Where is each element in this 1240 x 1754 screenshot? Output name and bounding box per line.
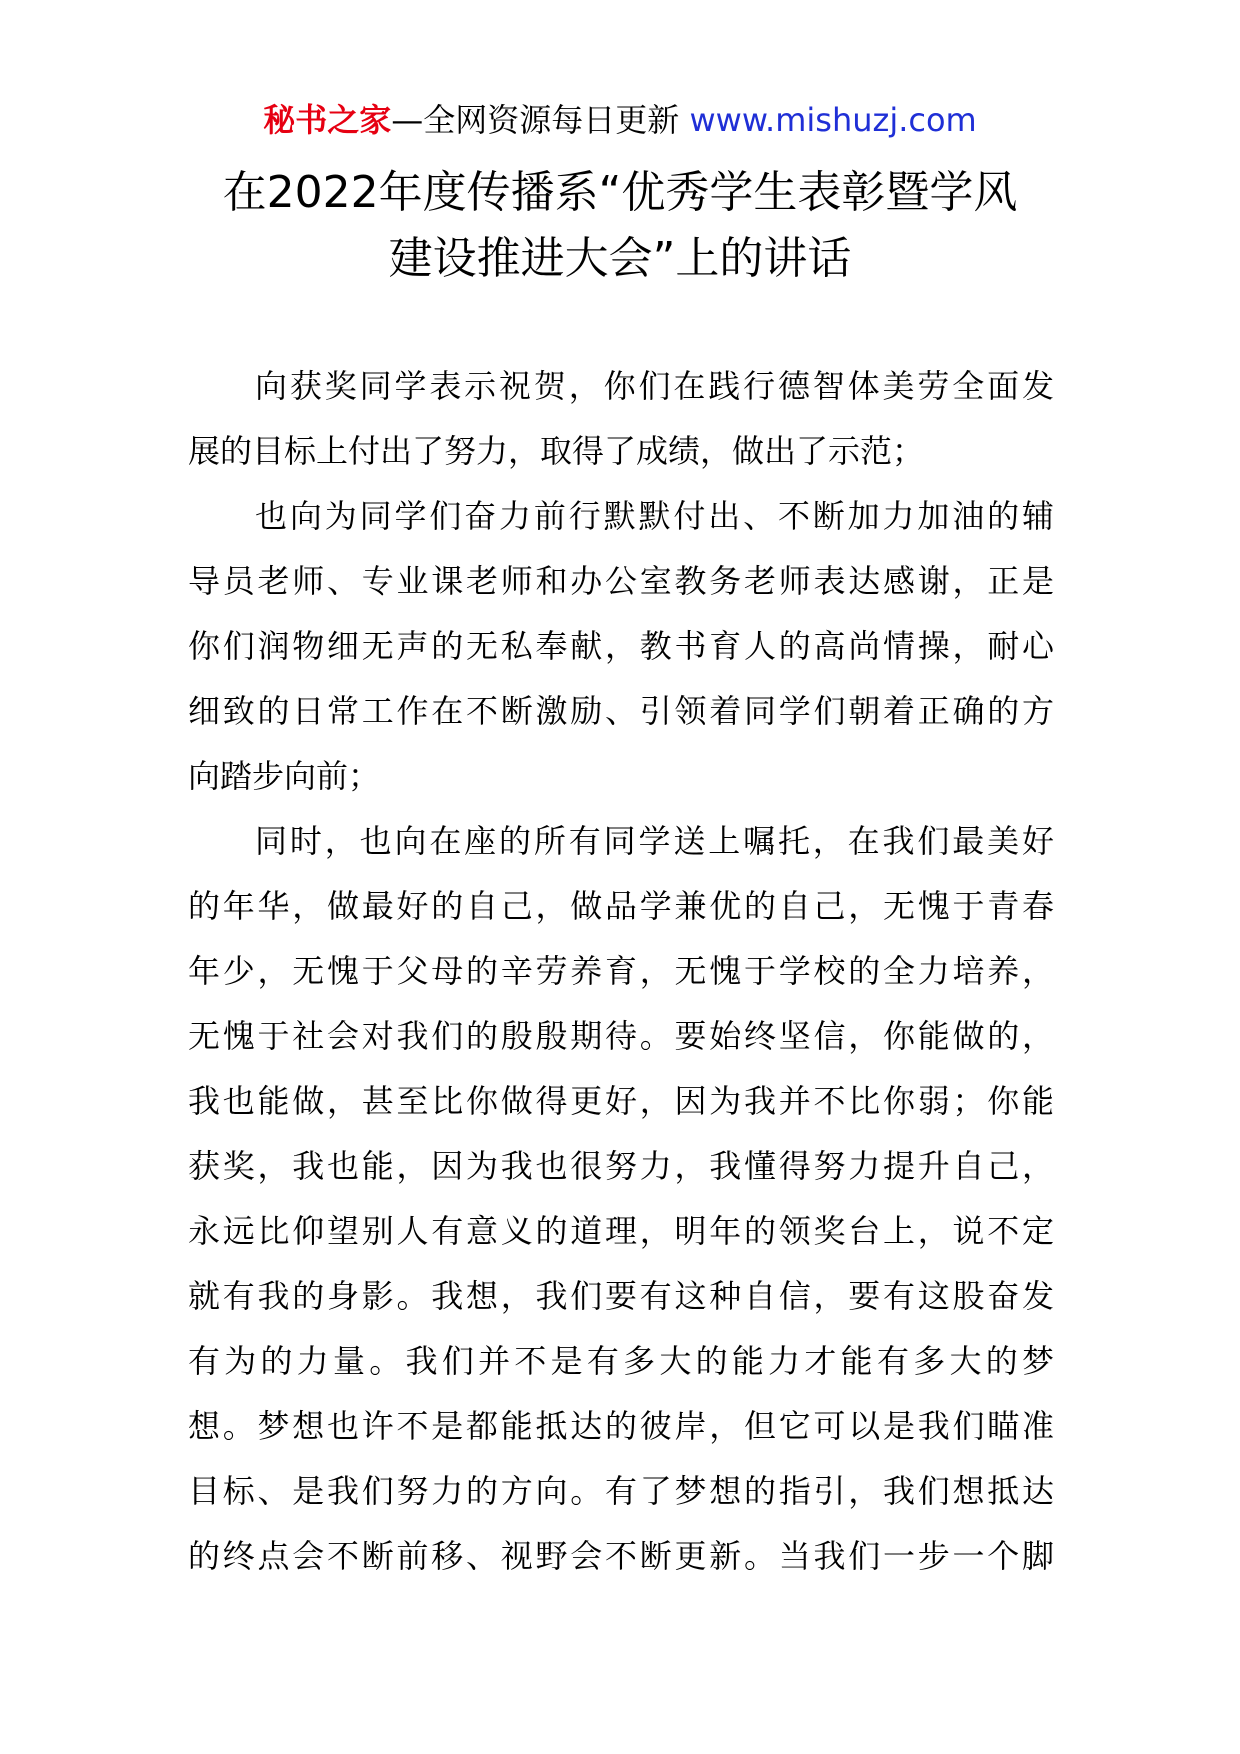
title-line-2: 建设推进大会”上的讲话 [388, 233, 852, 284]
body-line: 的年华，做最好的自己，做品学兼优的自己，无愧于青春 [188, 887, 1054, 925]
header-tagline: —全网资源每日更新 [391, 101, 680, 139]
body-line: 有为的力量。我们并不是有多大的能力才能有多大的梦 [188, 1342, 1054, 1380]
title-line-1: 在2022年度传播系“优秀学生表彰暨学风 [222, 167, 1018, 218]
body-line: 也向为同学们奋力前行默默付出、不断加力加油的辅 [255, 497, 1054, 535]
body-line: 无愧于社会对我们的殷殷期待。要始终坚信，你能做的， [188, 1017, 1054, 1055]
body-line: 的终点会不断前移、视野会不断更新。当我们一步一个脚 [188, 1537, 1054, 1575]
body-line: 向获奖同学表示祝贺，你们在践行德智体美劳全面发 [255, 367, 1054, 405]
body-line: 你们润物细无声的无私奉献，教书育人的高尚情操，耐心 [188, 627, 1054, 665]
body-line: 细致的日常工作在不断激励、引领着同学们朝着正确的方 [188, 692, 1054, 730]
site-header [0, 100, 1240, 140]
body-line: 想。梦想也许不是都能抵达的彼岸，但它可以是我们瞄准 [188, 1407, 1054, 1445]
site-url[interactable]: www.mishuzj.com [689, 101, 977, 139]
body-line: 导员老师、专业课老师和办公室教务老师表达感谢，正是 [188, 562, 1054, 600]
document-title [150, 160, 1090, 292]
body-line: 目标、是我们努力的方向。有了梦想的指引，我们想抵达 [188, 1472, 1054, 1510]
body-line: 就有我的身影。我想，我们要有这种自信，要有这股奋发 [188, 1277, 1054, 1315]
body-line: 展的目标上付出了努力，取得了成绩，做出了示范； [188, 432, 925, 470]
body-line: 同时，也向在座的所有同学送上嘱托，在我们最美好 [255, 822, 1054, 860]
body-line: 向踏步向前； [188, 757, 381, 795]
body-line: 年少，无愧于父母的辛劳养育，无愧于学校的全力培养， [188, 952, 1054, 990]
brand-name: 秘书之家 [263, 101, 392, 139]
document-body [188, 354, 1054, 1589]
body-line: 我也能做，甚至比你做得更好，因为我并不比你弱；你能 [188, 1082, 1054, 1120]
body-line: 获奖，我也能，因为我也很努力，我懂得努力提升自己， [188, 1147, 1054, 1185]
body-line: 永远比仰望别人有意义的道理，明年的领奖台上，说不定 [188, 1212, 1054, 1250]
